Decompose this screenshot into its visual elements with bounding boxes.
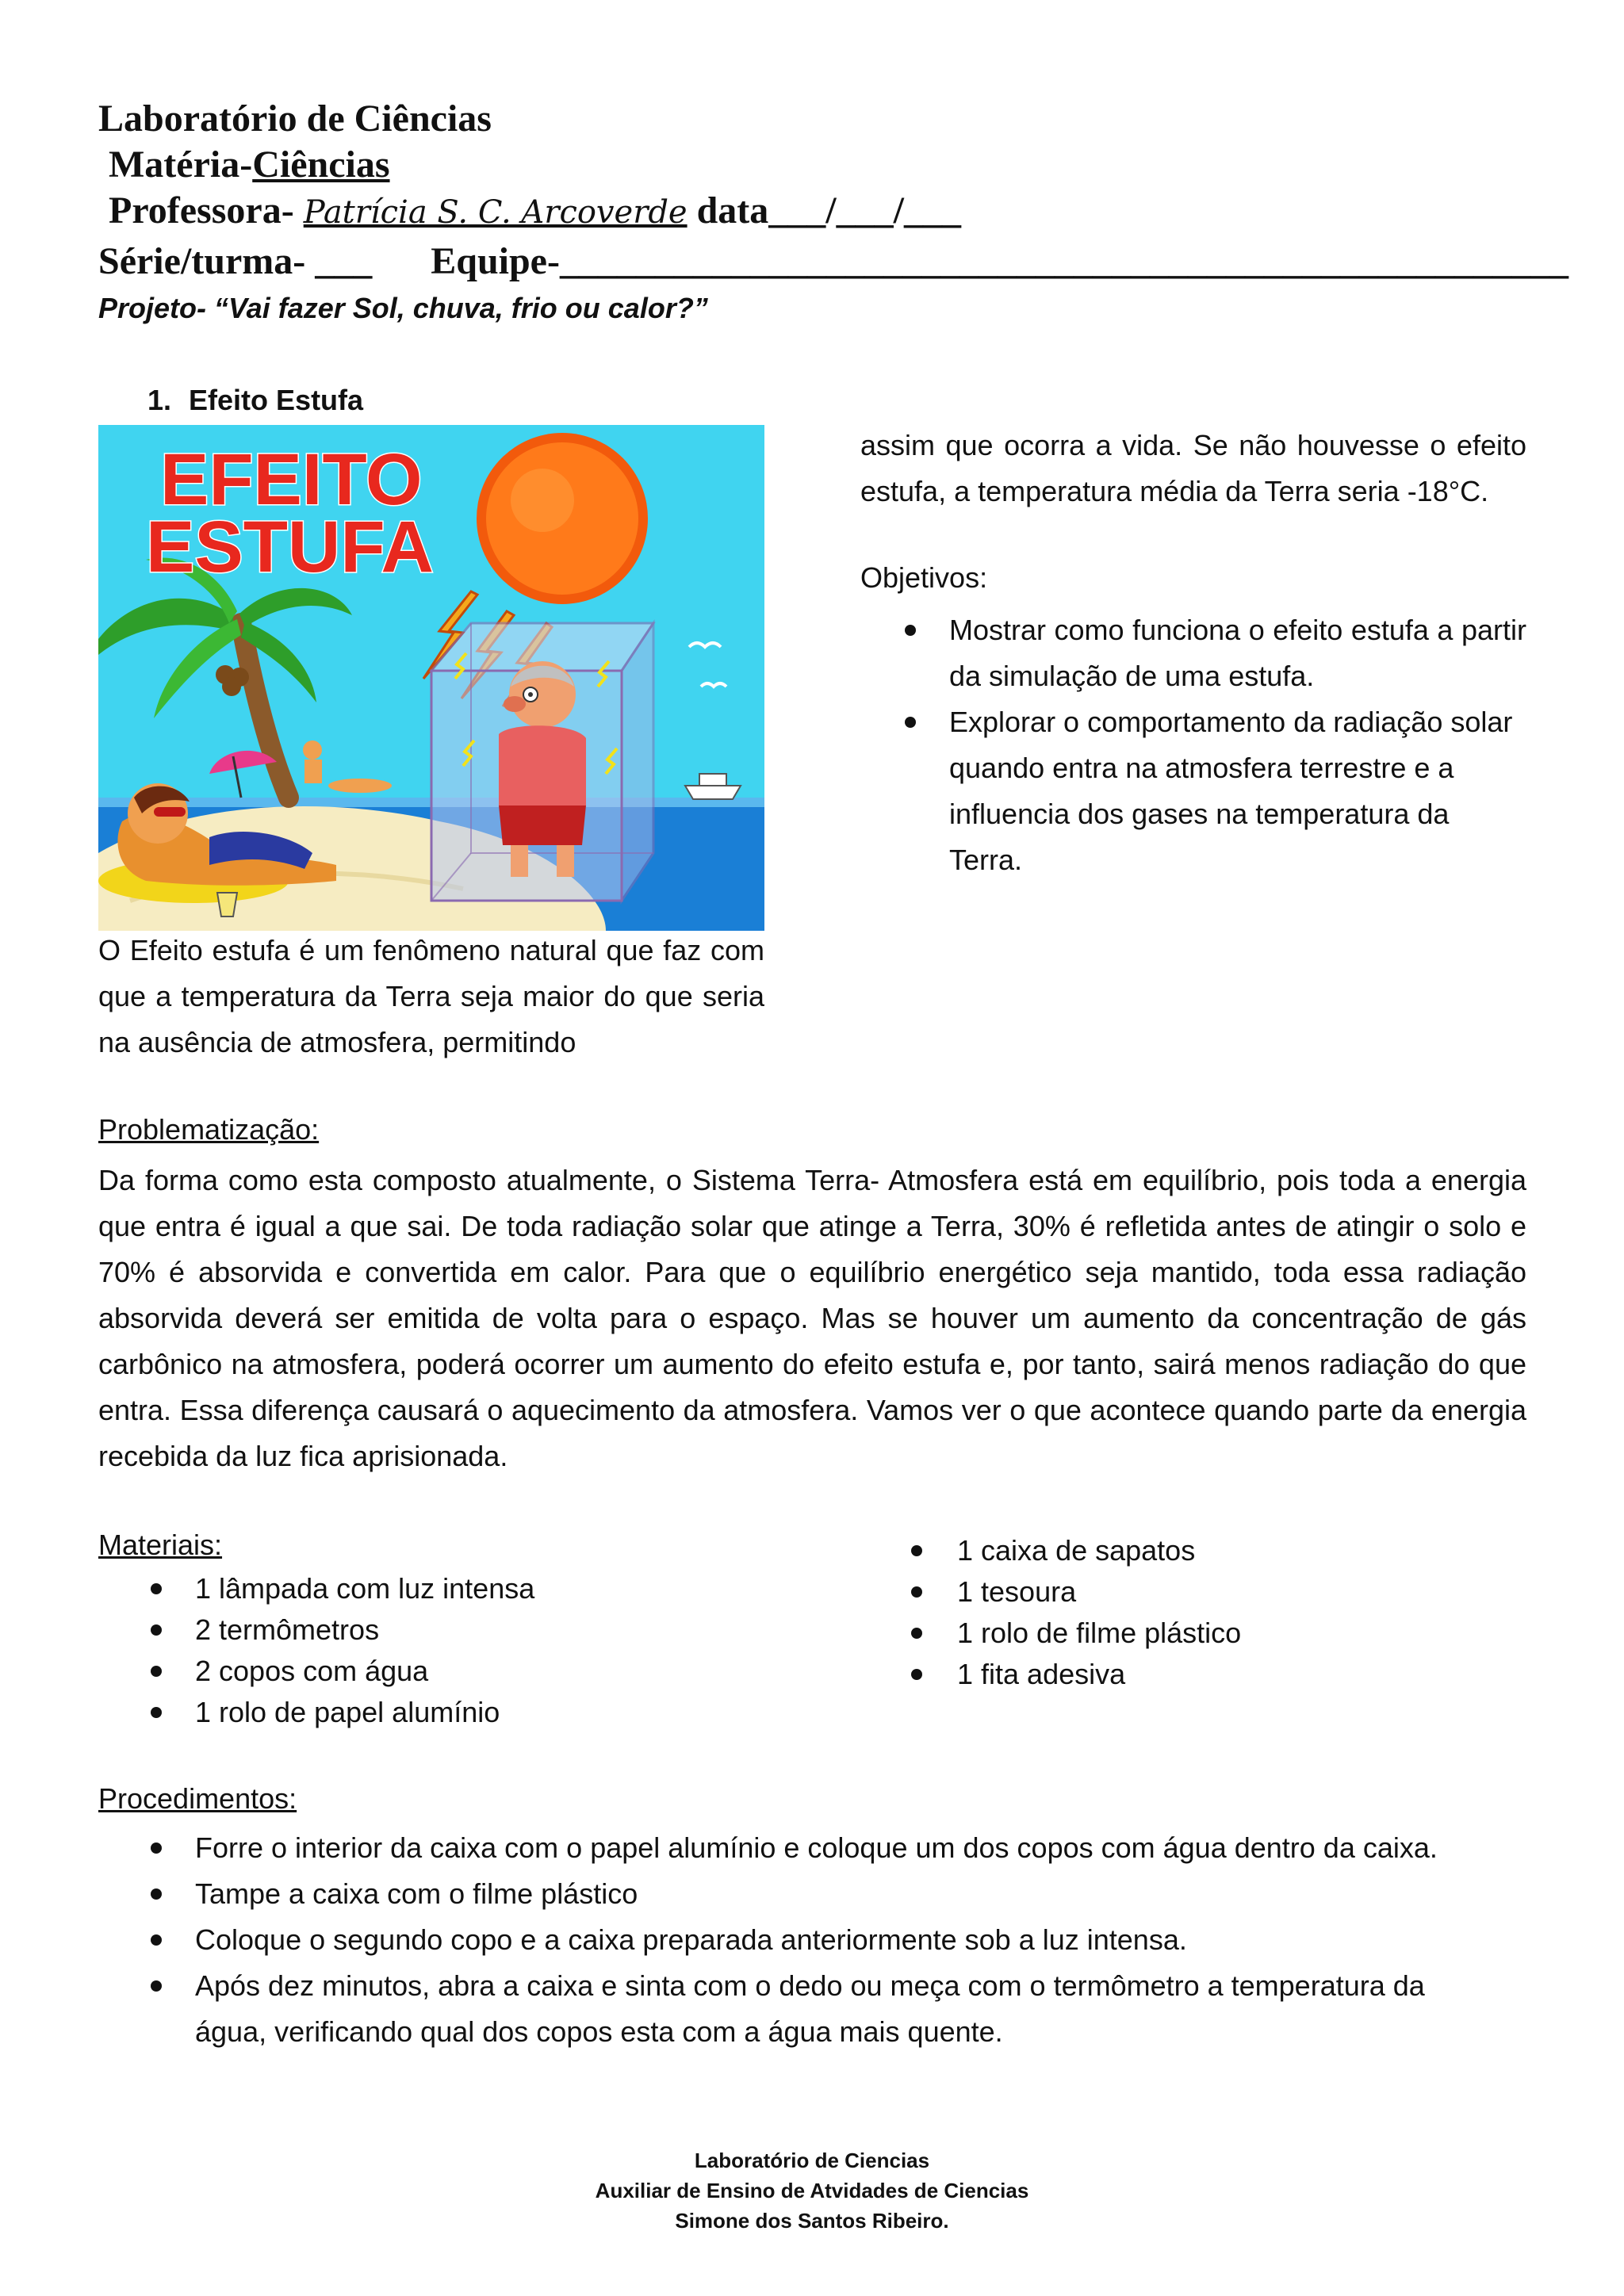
material-text: 1 fita adesiva — [957, 1658, 1126, 1690]
bullet-icon — [151, 1843, 162, 1854]
list-item — [98, 1917, 1526, 1963]
materia-value: Ciências — [252, 144, 390, 186]
materiais-list-right — [860, 1530, 1526, 1695]
footer-line-3: Simone dos Santos Ribeiro. — [675, 2209, 949, 2233]
list-item — [98, 1692, 812, 1733]
procedimento-text: Após dez minutos, abra a caixa e sinta com o dedo ou meça com o termômetro a temperatura da água, verificando qual dos copos esta com a água mais quente. — [195, 1969, 1425, 2048]
professora-line — [109, 189, 961, 232]
footer — [0, 2145, 1624, 2236]
section-number: 1. — [147, 384, 172, 416]
illustration-title-line1: EFEITO — [160, 439, 423, 520]
materiais-heading: Materiais: — [98, 1529, 223, 1561]
serie-label: Série/turma- — [98, 240, 316, 282]
list-item — [860, 1613, 1526, 1654]
bullet-icon — [911, 1586, 922, 1598]
serie-equipe-line — [98, 239, 1568, 283]
bullet-icon — [151, 1666, 162, 1677]
material-text: 1 lâmpada com luz intensa — [195, 1572, 535, 1605]
objetivo-text: Explorar o comportamento da radiação solar quando entra na atmosfera terrestre e a influencia dos gases na temperatura da Terra. — [949, 706, 1513, 876]
material-text: 1 rolo de papel alumínio — [195, 1696, 500, 1728]
procedimentos-list — [98, 1825, 1526, 2055]
overheated-man-icon — [499, 661, 586, 877]
material-text: 1 rolo de filme plástico — [957, 1617, 1242, 1649]
professora-name: Patrícia S. C. Arcoverde — [303, 194, 688, 231]
bullet-icon — [911, 1545, 922, 1556]
bullet-icon — [151, 1980, 162, 1992]
bullet-icon — [151, 1624, 162, 1636]
list-item — [860, 1654, 1526, 1695]
list-item — [98, 1825, 1526, 1871]
section-title: Efeito Estufa — [189, 384, 364, 416]
objetivos-heading: Objetivos: — [860, 561, 988, 594]
efeito-estufa-illustration — [98, 425, 764, 931]
procedimento-text: Coloque o segundo copo e a caixa preparada anteriormente sob a luz intensa. — [195, 1923, 1187, 1956]
list-item — [860, 607, 1526, 699]
material-text: 2 copos com água — [195, 1655, 429, 1687]
list-item — [98, 1651, 812, 1692]
bullet-icon — [911, 1628, 922, 1639]
equipe-blank: _____________________________________________________ — [559, 240, 1568, 282]
objetivo-text: Mostrar como funciona o efeito estufa a partir da simulação de uma estufa. — [949, 614, 1526, 692]
list-item — [860, 1530, 1526, 1571]
intro-paragraph-right: assim que ocorra a vida. Se não houvesse o efeito estufa, a temperatura média da Terra seria -18°C. — [860, 429, 1526, 507]
list-item — [98, 1568, 812, 1609]
material-text: 1 tesoura — [957, 1575, 1077, 1608]
equipe-label: Equipe- — [431, 240, 560, 282]
material-text: 1 caixa de sapatos — [957, 1534, 1196, 1567]
serie-blank: ___ — [315, 240, 373, 282]
bullet-icon — [151, 1583, 162, 1594]
bullet-icon — [905, 717, 916, 728]
bullet-icon — [151, 1934, 162, 1946]
bullet-icon — [905, 625, 916, 636]
problematizacao-heading: Problematização: — [98, 1113, 320, 1146]
footer-line-2: Auxiliar de Ensino de Atvidades de Ciencias — [595, 2179, 1029, 2202]
material-text: 2 termômetros — [195, 1613, 380, 1646]
list-item — [98, 1871, 1526, 1917]
drink-icon — [217, 893, 237, 916]
bullet-icon — [151, 1888, 162, 1900]
professora-label: Professora- — [109, 189, 304, 232]
list-item — [860, 1571, 1526, 1613]
materia-line — [109, 143, 390, 186]
bullet-icon — [151, 1707, 162, 1718]
procedimentos-heading: Procedimentos: — [98, 1782, 297, 1815]
problematizacao-paragraph: Da forma como esta composto atualmente, o Sistema Terra- Atmosfera está em equilíbrio, pois toda a energia que entra é igual a que sai. De toda radiação solar que atinge a Terra, 30% é refletida antes de atingir o solo e 70% é absorvida e convertida em calor. Para que o equilíbrio energético seja mantido, toda essa radiação absorvida deverá ser emitida de volta para o espaço. Mas se houver um aumento da concentração de gás carbônico na atmosfera, poderá ocorrer um aumento do efeito estufa e, por tanto, sairá menos radiação do que entra. Essa diferença causará o aquecimento da atmosfera. Vamos ver o que acontece quando parte da energia recebida da luz fica aprisionada. — [98, 1164, 1526, 1472]
footer-line-1: Laboratório de Ciencias — [694, 2149, 930, 2172]
section-heading — [147, 384, 363, 417]
intro-paragraph-left: O Efeito estufa é um fenômeno natural que faz com que a temperatura da Terra seja maior do que seria na ausência de atmosfera, permitindo — [98, 934, 764, 1058]
bullet-icon — [911, 1669, 922, 1680]
procedimento-text: Forre o interior da caixa com o papel alumínio e coloque um dos copos com água dentro da caixa. — [195, 1831, 1438, 1864]
objetivos-list — [860, 607, 1526, 883]
projeto-title: Projeto- “Vai fazer Sol, chuva, frio ou calor?” — [98, 292, 708, 324]
document-title: Laboratório de Ciências — [98, 98, 492, 140]
list-item — [98, 1963, 1526, 2055]
materia-label: Matéria- — [109, 144, 253, 186]
materiais-list-left — [98, 1568, 812, 1733]
list-item — [98, 1609, 812, 1651]
illustration-title-line2: ESTUFA — [146, 507, 434, 587]
list-item — [860, 699, 1526, 883]
date-field: data___/___/___ — [687, 189, 961, 232]
procedimento-text: Tampe a caixa com o filme plástico — [195, 1877, 638, 1910]
